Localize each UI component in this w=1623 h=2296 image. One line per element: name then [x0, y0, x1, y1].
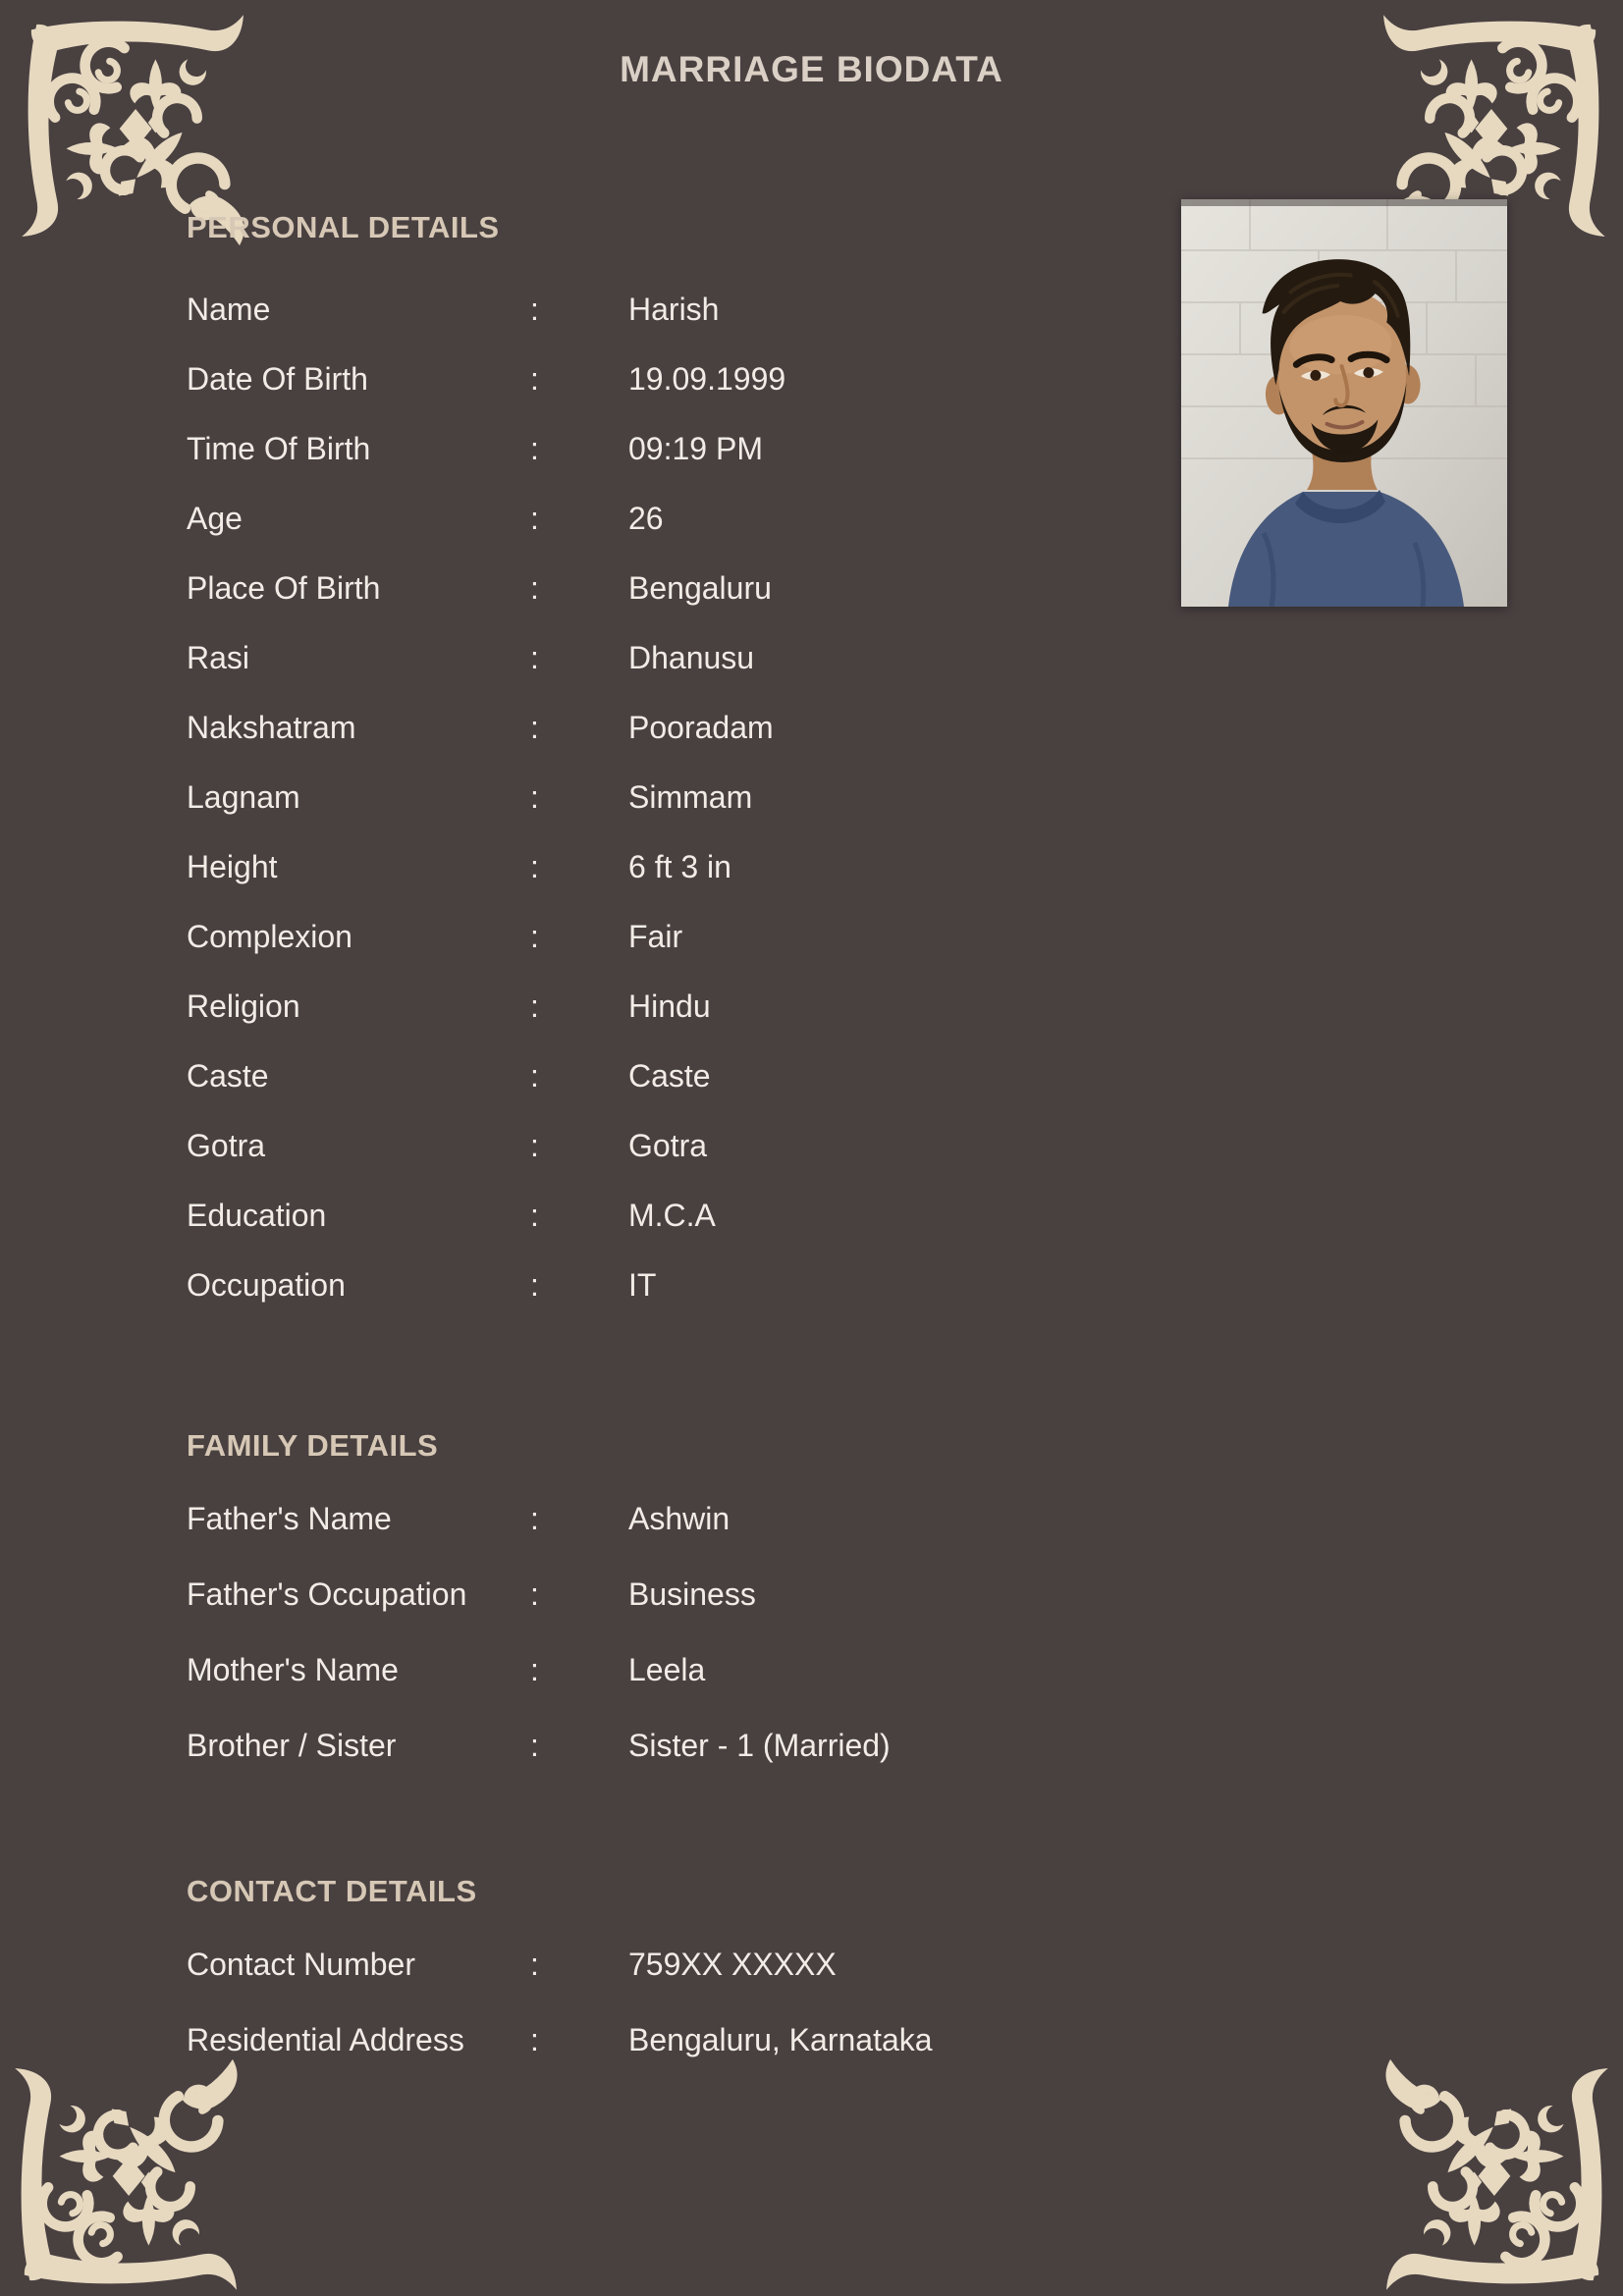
row-residential-address: [187, 2002, 1109, 2078]
row-time-of-birth: [187, 414, 1109, 484]
row-colon: :: [530, 1198, 539, 1233]
contact-details-heading: CONTACT DETAILS: [187, 1874, 477, 1908]
row-colon: :: [530, 431, 539, 466]
row-contact-number: [187, 1927, 1109, 2002]
row-colon: :: [530, 640, 539, 675]
row-value: 759XX XXXXX: [628, 1947, 837, 1982]
section-personal-details: [187, 206, 1109, 1320]
row-value: Simmam: [628, 779, 753, 815]
corner-ornament-bottom-left-icon: [13, 2058, 246, 2292]
row-place-of-birth: [187, 554, 1109, 623]
row-label: Place Of Birth: [187, 570, 381, 606]
row-colon: :: [530, 1128, 539, 1163]
row-colon: :: [530, 779, 539, 815]
row-colon: :: [530, 710, 539, 745]
row-label: Father's Occupation: [187, 1576, 467, 1612]
row-brother-sister: [187, 1708, 1109, 1784]
row-label: Lagnam: [187, 779, 300, 815]
row-name: [187, 275, 1109, 345]
section-contact-details: [187, 1870, 1109, 2078]
row-gotra: [187, 1111, 1109, 1181]
row-value: Leela: [628, 1652, 706, 1687]
row-value: Business: [628, 1576, 756, 1612]
biodata-content: [187, 206, 1109, 2078]
row-label: Mother's Name: [187, 1652, 399, 1687]
row-label: Name: [187, 292, 271, 327]
row-religion: [187, 972, 1109, 1041]
row-lagnam: [187, 763, 1109, 832]
row-rasi: [187, 623, 1109, 693]
row-label: Date Of Birth: [187, 361, 368, 397]
row-colon: :: [530, 988, 539, 1024]
row-value: M.C.A: [628, 1198, 716, 1233]
row-label: Contact Number: [187, 1947, 415, 1982]
row-value: Fair: [628, 919, 683, 954]
row-caste: [187, 1041, 1109, 1111]
row-value: 26: [628, 501, 664, 536]
row-label: Age: [187, 501, 243, 536]
row-label: Height: [187, 849, 278, 884]
row-label: Education: [187, 1198, 327, 1233]
row-colon: :: [530, 849, 539, 884]
row-fathers-name: [187, 1481, 1109, 1557]
row-label: Nakshatram: [187, 710, 356, 745]
row-fathers-occupation: [187, 1557, 1109, 1632]
row-value: Bengaluru: [628, 570, 772, 606]
row-label: Time Of Birth: [187, 431, 371, 466]
section-family-details: [187, 1424, 1109, 1784]
row-value: Dhanusu: [628, 640, 755, 675]
page-title: MARRIAGE BIODATA: [620, 49, 1003, 89]
row-value: Hindu: [628, 988, 711, 1024]
row-value: Sister - 1 (Married): [628, 1728, 891, 1763]
row-colon: :: [530, 2022, 539, 2057]
row-education: [187, 1181, 1109, 1251]
row-label: Brother / Sister: [187, 1728, 397, 1763]
row-label: Gotra: [187, 1128, 266, 1163]
row-value: 6 ft 3 in: [628, 849, 731, 884]
row-occupation: [187, 1251, 1109, 1320]
corner-ornament-bottom-right-icon: [1377, 2058, 1610, 2292]
row-value: IT: [628, 1267, 657, 1303]
row-value: 09:19 PM: [628, 431, 763, 466]
row-value: Bengaluru, Karnataka: [628, 2022, 933, 2057]
row-value: Caste: [628, 1058, 711, 1094]
row-height: [187, 832, 1109, 902]
row-complexion: [187, 902, 1109, 972]
row-colon: :: [530, 919, 539, 954]
row-colon: :: [530, 292, 539, 327]
row-label: Caste: [187, 1058, 269, 1094]
row-value: Gotra: [628, 1128, 708, 1163]
row-label: Residential Address: [187, 2022, 464, 2057]
row-colon: :: [530, 1947, 539, 1982]
row-label: Occupation: [187, 1267, 346, 1303]
row-date-of-birth: [187, 345, 1109, 414]
row-value: 19.09.1999: [628, 361, 786, 397]
profile-photo: [1181, 199, 1507, 607]
row-mothers-name: [187, 1632, 1109, 1708]
family-details-heading: FAMILY DETAILS: [187, 1428, 439, 1463]
row-colon: :: [530, 1058, 539, 1094]
row-colon: :: [530, 1267, 539, 1303]
row-colon: :: [530, 361, 539, 397]
row-colon: :: [530, 501, 539, 536]
row-value: Harish: [628, 292, 720, 327]
row-colon: :: [530, 570, 539, 606]
row-age: [187, 484, 1109, 554]
row-value: Pooradam: [628, 710, 774, 745]
row-label: Religion: [187, 988, 300, 1024]
row-label: Complexion: [187, 919, 352, 954]
row-label: Rasi: [187, 640, 250, 675]
row-label: Father's Name: [187, 1501, 392, 1536]
row-value: Ashwin: [628, 1501, 730, 1536]
row-colon: :: [530, 1728, 539, 1763]
row-colon: :: [530, 1501, 539, 1536]
row-nakshatram: [187, 693, 1109, 763]
row-colon: :: [530, 1576, 539, 1612]
row-colon: :: [530, 1652, 539, 1687]
personal-details-heading: PERSONAL DETAILS: [187, 210, 500, 244]
